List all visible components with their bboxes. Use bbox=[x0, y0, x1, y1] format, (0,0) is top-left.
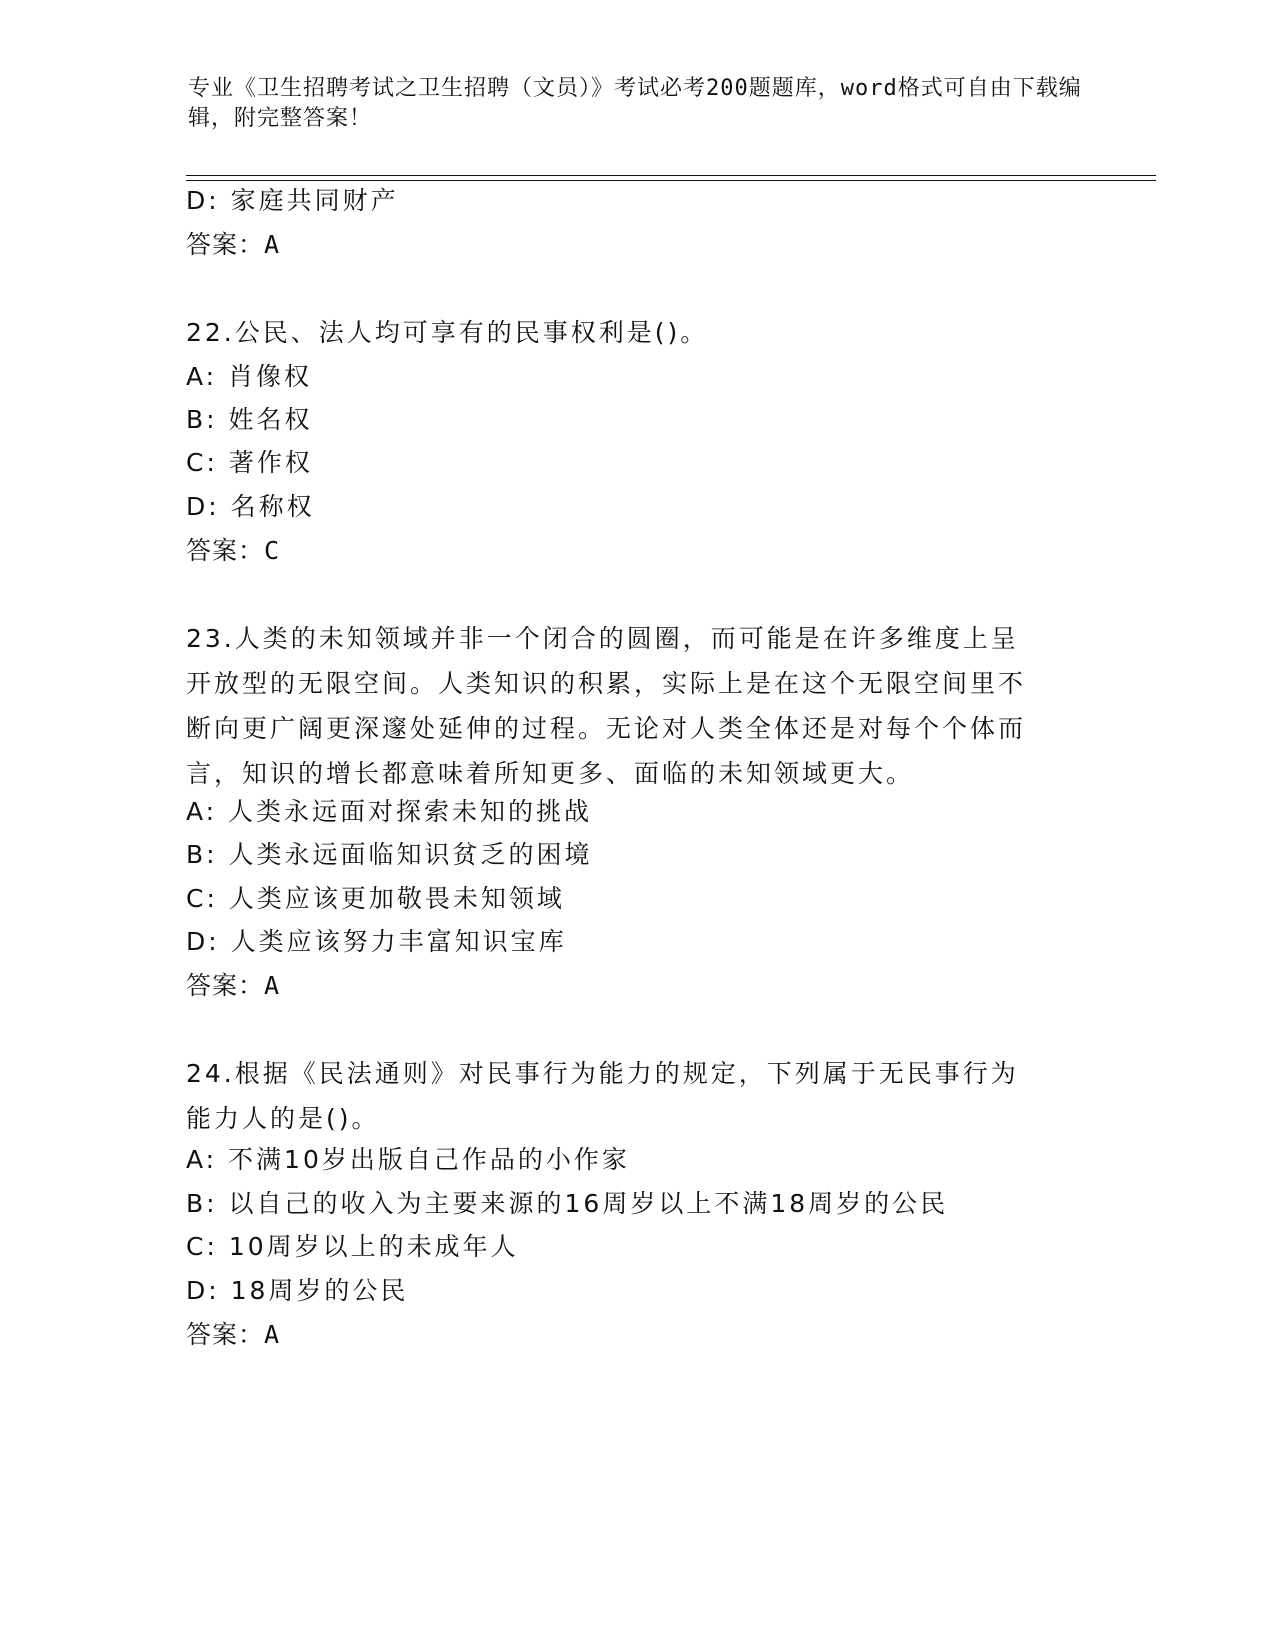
question-24-stem: 24.根据《民法通则》对民事行为能力的规定，下列属于无民事行为能力人的是()。 bbox=[186, 1059, 1019, 1133]
carryover-option-d: D: 家庭共同财产 bbox=[186, 186, 399, 215]
carryover-answer: 答案：A bbox=[186, 230, 281, 259]
question-22-option-c: C: 著作权 bbox=[186, 448, 313, 477]
question-23-option-b: B: 人类永远面临知识贫乏的困境 bbox=[186, 840, 593, 869]
question-22-stem: 22.公民、法人均可享有的民事权利是()。 bbox=[186, 318, 709, 347]
question-23-stem: 23.人类的未知领域并非一个闭合的圆圈，而可能是在许多维度上呈开放型的无限空间。人类知识的积累，实际上是在这个无限空间里不断向更广阔更深邃处延伸的过程。无论对人类全体还是对每个个体而言，知识的增长都意味着所知更多、面临的未知领域更大。 bbox=[186, 624, 1027, 788]
header-divider-bottom bbox=[186, 180, 1156, 181]
document-intro: 专业《卫生招聘考试之卫生招聘（文员）》考试必考200题题库，word格式可自由下载编辑，附完整答案！ bbox=[188, 76, 1082, 131]
header-divider-top bbox=[186, 175, 1156, 176]
question-23-option-c: C: 人类应该更加敬畏未知领域 bbox=[186, 884, 565, 913]
question-24-option-b: B: 以自己的收入为主要来源的16周岁以上不满18周岁的公民 bbox=[186, 1189, 949, 1218]
question-22-option-a: A: 肖像权 bbox=[186, 362, 313, 391]
question-24-option-c: C: 10周岁以上的未成年人 bbox=[186, 1232, 519, 1261]
question-22-option-b: B: 姓名权 bbox=[186, 405, 313, 434]
question-22-answer: 答案：C bbox=[186, 536, 281, 565]
question-23-option-d: D: 人类应该努力丰富知识宝库 bbox=[186, 927, 567, 956]
question-24-option-a: A: 不满10岁出版自己作品的小作家 bbox=[186, 1145, 630, 1174]
question-23-answer: 答案：A bbox=[186, 971, 281, 1000]
question-22-option-d: D: 名称权 bbox=[186, 492, 315, 521]
question-23-option-a: A: 人类永远面对探索未知的挑战 bbox=[186, 797, 593, 826]
question-24-option-d: D: 18周岁的公民 bbox=[186, 1276, 409, 1305]
question-24-answer: 答案：A bbox=[186, 1320, 281, 1349]
